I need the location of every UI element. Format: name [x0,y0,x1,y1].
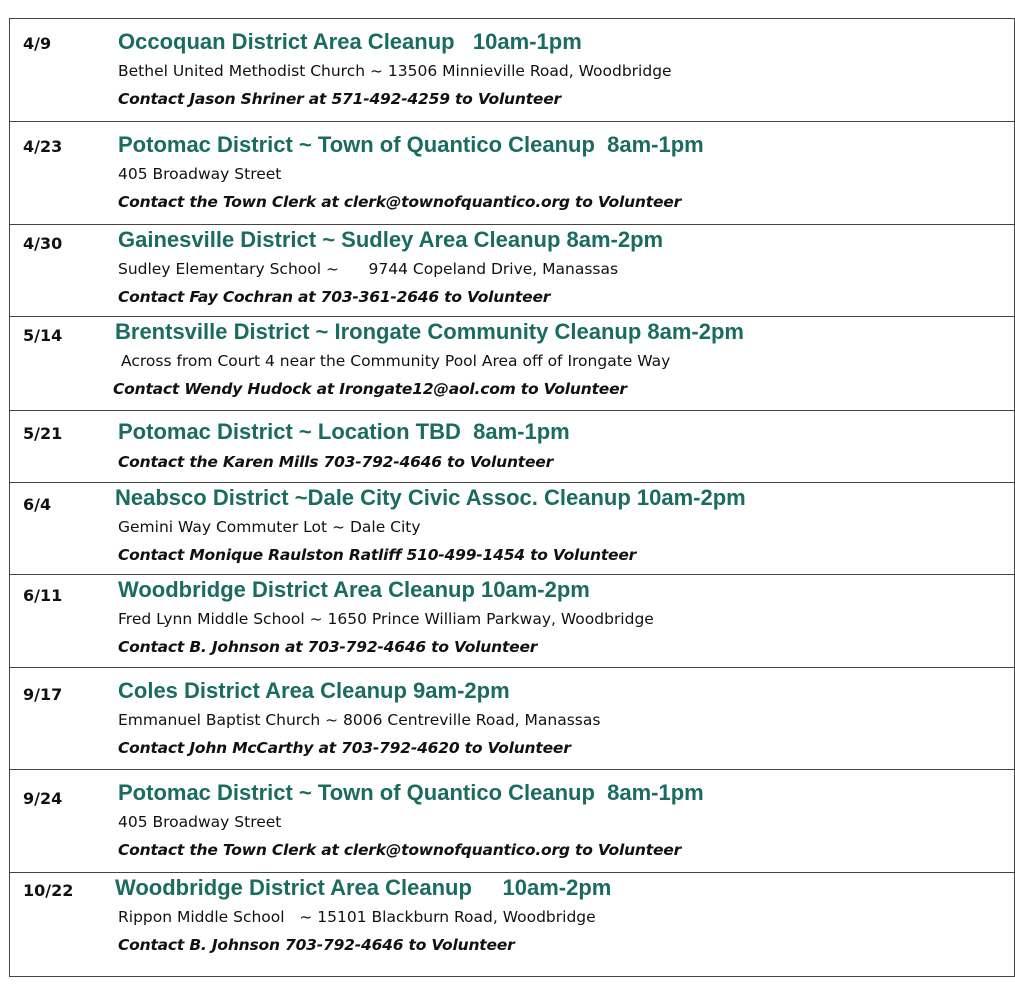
event-title: Potomac District ~ Town of Quantico Cleanup 8am-1pm [118,132,704,157]
event-contact: Contact the Town Clerk at clerk@townofquantico.org to Volunteer [118,841,682,859]
event-title: Occoquan District Area Cleanup 10am-1pm [118,29,582,54]
table-row [10,19,1014,122]
event-address: Fred Lynn Middle School ~ 1650 Prince William Parkway, Woodbridge [118,610,654,628]
event-date: 4/9 [23,34,52,53]
event-contact: Contact Fay Cochran at 703-361-2646 to Volunteer [118,288,551,306]
event-date: 5/14 [23,326,63,345]
table-row [10,317,1014,411]
event-contact: Contact B. Johnson at 703-792-4646 to Volunteer [118,638,538,656]
event-title: Brentsville District ~ Irongate Community Cleanup 8am-2pm [115,319,744,344]
event-date: 5/21 [23,424,63,443]
event-contact: Contact the Town Clerk at clerk@townofquantico.org to Volunteer [118,193,682,211]
event-address: Rippon Middle School ~ 15101 Blackburn Road, Woodbridge [118,908,596,926]
event-title: Coles District Area Cleanup 9am-2pm [118,678,510,703]
event-title: Potomac District ~ Location TBD 8am-1pm [118,419,570,444]
event-title: Woodbridge District Area Cleanup 10am-2pm [115,875,612,900]
event-address: Gemini Way Commuter Lot ~ Dale City [118,518,421,536]
event-address: Bethel United Methodist Church ~ 13506 Minnieville Road, Woodbridge [118,62,672,80]
event-contact: Contact Jason Shriner at 571-492-4259 to Volunteer [118,90,562,108]
event-date: 10/22 [23,881,74,900]
event-date: 6/4 [23,495,52,514]
table-row [10,770,1014,873]
event-address: Emmanuel Baptist Church ~ 8006 Centreville Road, Manassas [118,711,601,729]
table-row [10,668,1014,770]
event-address: 405 Broadway Street [118,813,282,831]
event-date: 4/23 [23,137,63,156]
event-date: 9/24 [23,789,63,808]
event-contact: Contact the Karen Mills 703-792-4646 to Volunteer [118,453,554,471]
event-date: 6/11 [23,586,63,605]
event-title: Gainesville District ~ Sudley Area Cleanup 8am-2pm [118,227,664,252]
event-address: Sudley Elementary School ~ 9744 Copeland Drive, Manassas [118,260,619,278]
table-row [10,225,1014,317]
event-title: Neabsco District ~Dale City Civic Assoc. Cleanup 10am-2pm [115,485,746,510]
cleanup-schedule-table [9,18,1015,977]
event-address: Across from Court 4 near the Community Pool Area off of Irongate Way [121,352,671,370]
event-contact: Contact Wendy Hudock at Irongate12@aol.com to Volunteer [113,380,627,398]
table-row [10,483,1014,575]
event-title: Woodbridge District Area Cleanup 10am-2pm [118,577,590,602]
event-address: 405 Broadway Street [118,165,282,183]
event-date: 9/17 [23,685,63,704]
event-contact: Contact John McCarthy at 703-792-4620 to Volunteer [118,739,571,757]
event-contact: Contact B. Johnson 703-792-4646 to Volunteer [118,936,515,954]
table-row [10,873,1014,977]
event-date: 4/30 [23,234,63,253]
event-title: Potomac District ~ Town of Quantico Cleanup 8am-1pm [118,780,704,805]
table-row [10,575,1014,668]
event-contact: Contact Monique Raulston Ratliff 510-499-1454 to Volunteer [118,546,637,564]
table-row [10,411,1014,483]
table-row [10,122,1014,225]
